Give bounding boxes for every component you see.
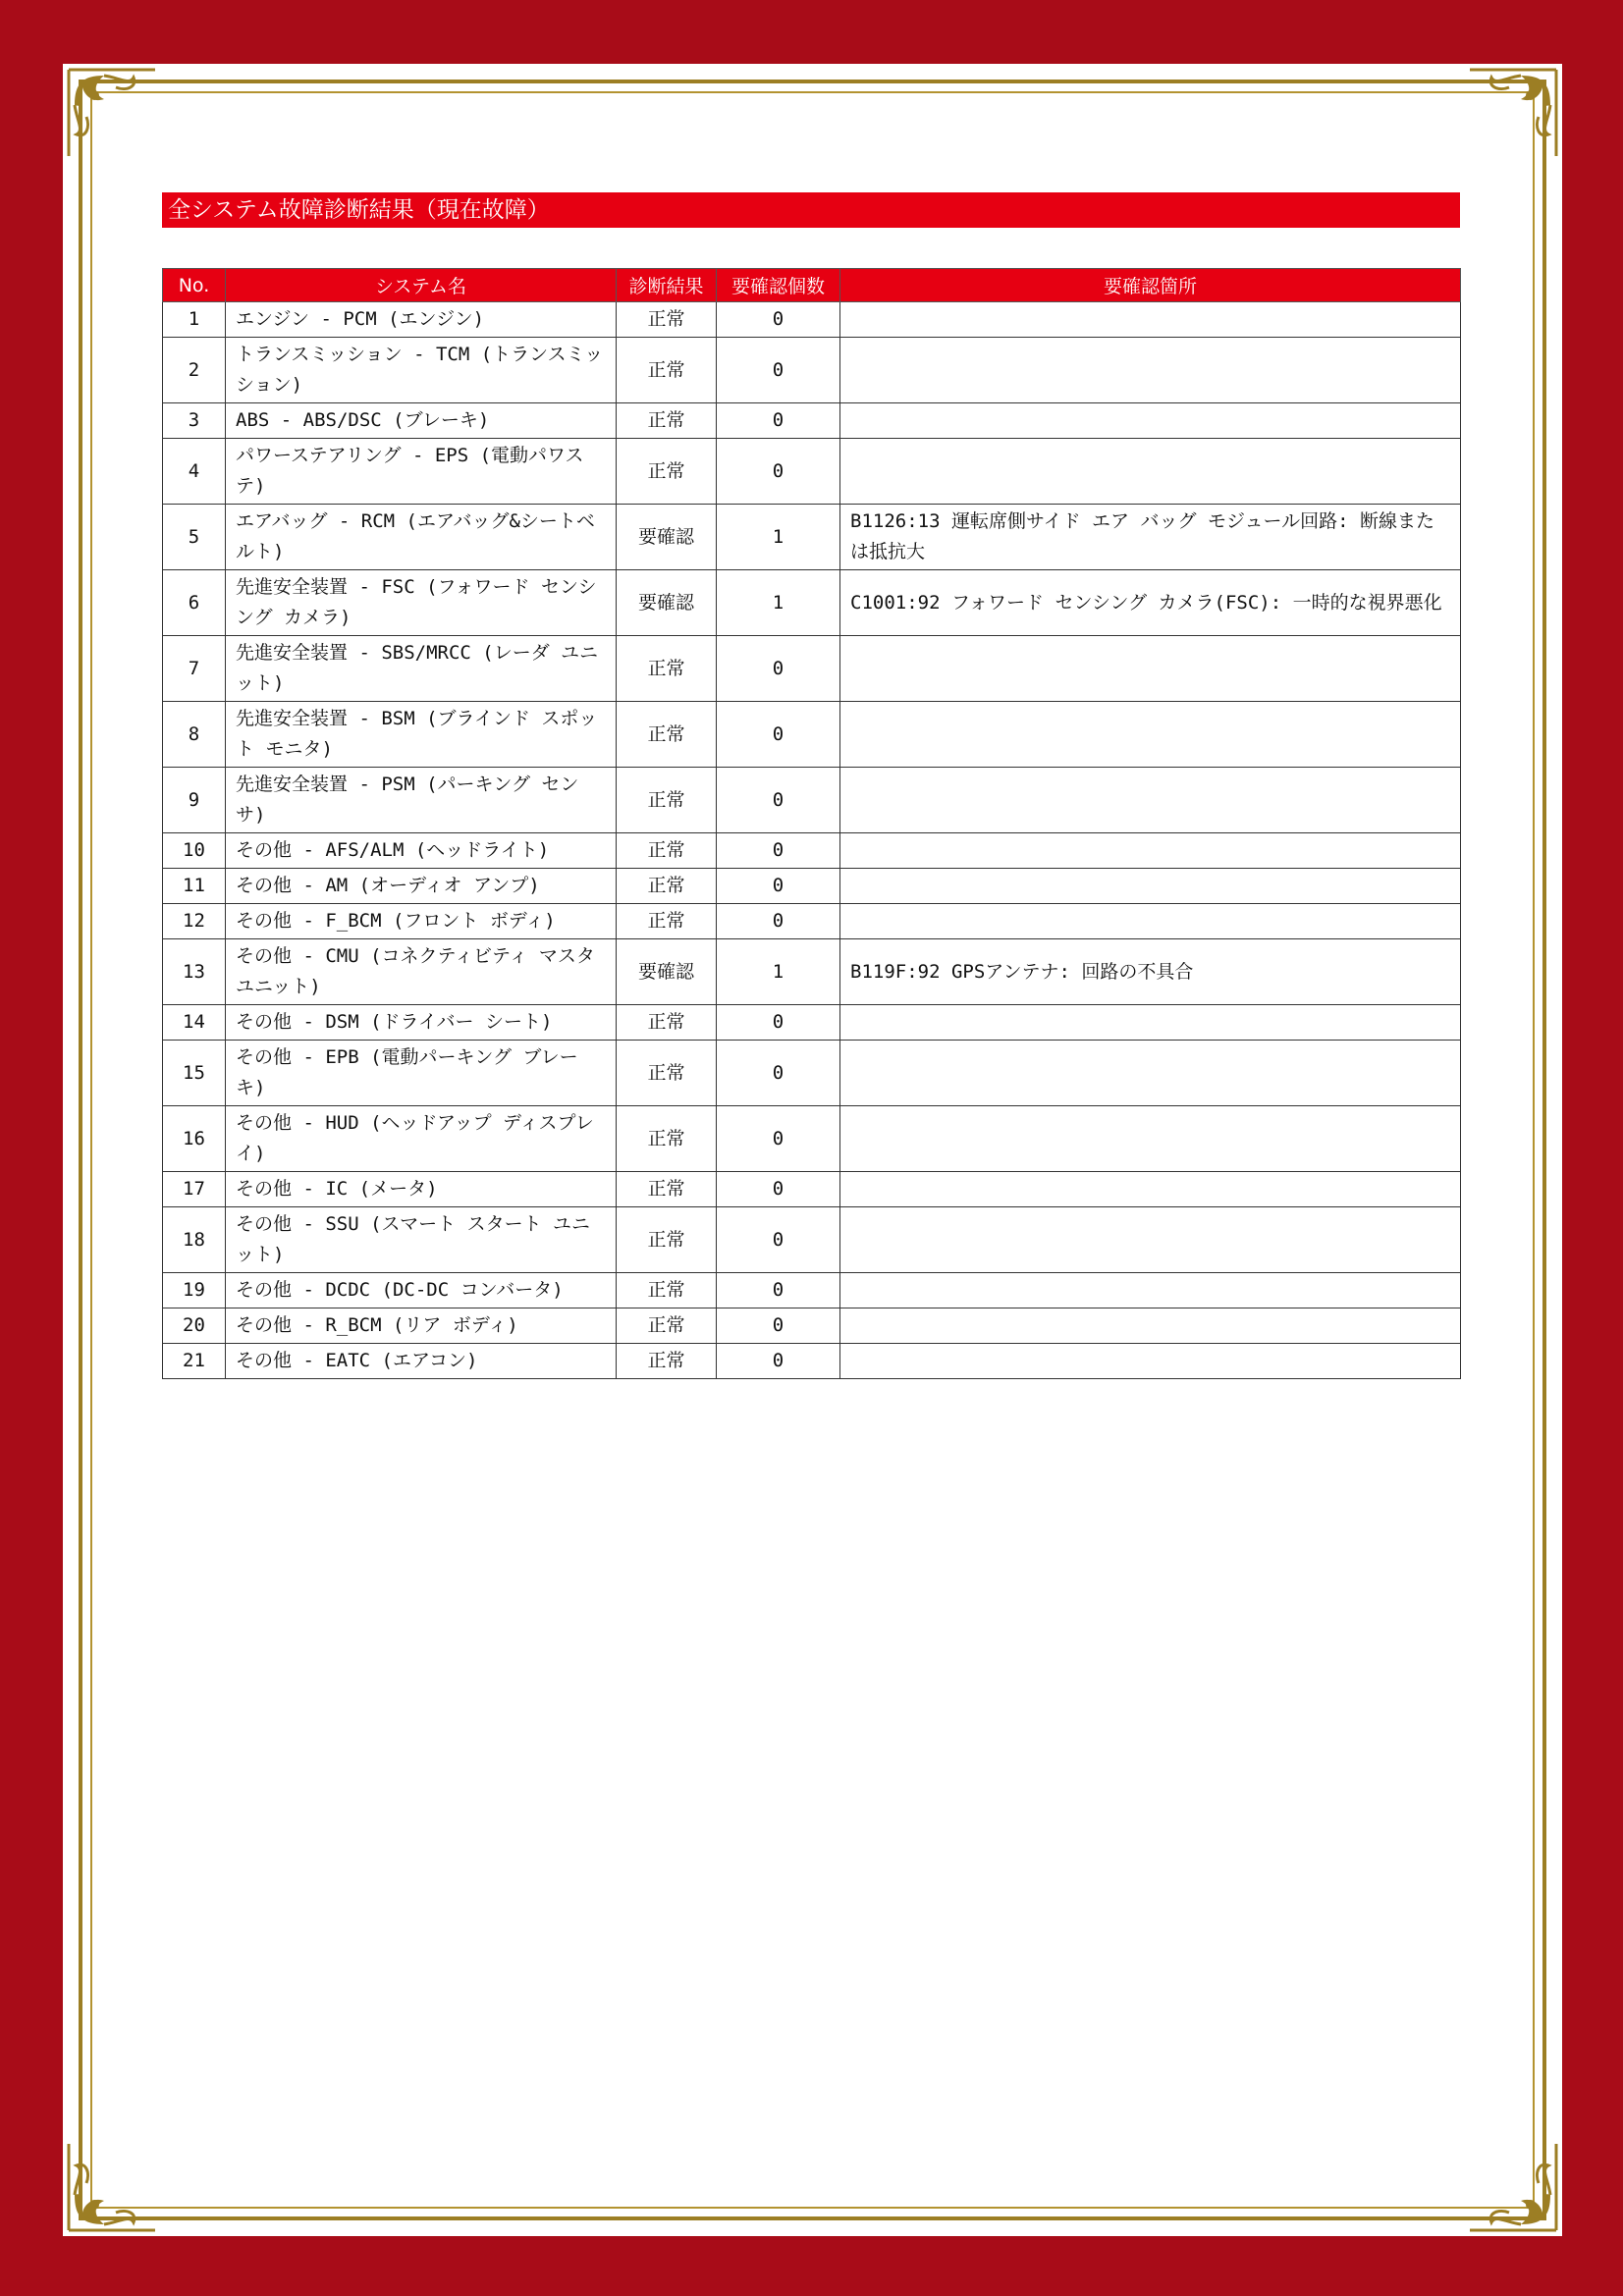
cell-no: 6 xyxy=(163,570,226,636)
cell-result: 正常 xyxy=(617,1005,717,1041)
table-row xyxy=(163,1172,1461,1207)
cell-no: 11 xyxy=(163,869,226,904)
cell-system: 先進安全装置 - SBS/MRCC (レーダ ユニット) xyxy=(226,636,617,702)
cell-result: 正常 xyxy=(617,702,717,768)
header-check-count: 要確認個数 xyxy=(717,269,840,302)
cell-result: 正常 xyxy=(617,1273,717,1308)
cell-detail: B119F:92 GPSアンテナ: 回路の不具合 xyxy=(840,939,1461,1005)
cell-result: 正常 xyxy=(617,904,717,939)
cell-system: その他 - EPB (電動パーキング ブレーキ) xyxy=(226,1041,617,1106)
table-row xyxy=(163,1041,1461,1106)
cell-no: 14 xyxy=(163,1005,226,1041)
ornament-corner-icon xyxy=(65,2140,159,2234)
cell-count: 0 xyxy=(717,1207,840,1273)
cell-detail xyxy=(840,1207,1461,1273)
cell-count: 0 xyxy=(717,1273,840,1308)
table-row xyxy=(163,403,1461,439)
header-check-location: 要確認箇所 xyxy=(840,269,1461,302)
table-row xyxy=(163,904,1461,939)
cell-result: 正常 xyxy=(617,1344,717,1379)
table-row xyxy=(163,1207,1461,1273)
cell-system: その他 - AFS/ALM (ヘッドライト) xyxy=(226,833,617,869)
cell-system: その他 - SSU (スマート スタート ユニット) xyxy=(226,1207,617,1273)
cell-system: 先進安全装置 - FSC (フォワード センシング カメラ) xyxy=(226,570,617,636)
cell-count: 0 xyxy=(717,1308,840,1344)
table-row xyxy=(163,702,1461,768)
cell-no: 20 xyxy=(163,1308,226,1344)
cell-system: その他 - HUD (ヘッドアップ ディスプレイ) xyxy=(226,1106,617,1172)
cell-no: 4 xyxy=(163,439,226,505)
cell-no: 17 xyxy=(163,1172,226,1207)
cell-no: 7 xyxy=(163,636,226,702)
cell-result: 正常 xyxy=(617,833,717,869)
cell-count: 0 xyxy=(717,833,840,869)
table-row xyxy=(163,939,1461,1005)
cell-count: 0 xyxy=(717,1005,840,1041)
header-no: No. xyxy=(163,269,226,302)
cell-system: その他 - AM (オーディオ アンプ) xyxy=(226,869,617,904)
cell-detail: C1001:92 フォワード センシング カメラ(FSC): 一時的な視界悪化 xyxy=(840,570,1461,636)
ornament-corner-icon xyxy=(65,66,159,160)
cell-system: トランスミッション - TCM (トランスミッション) xyxy=(226,338,617,403)
table-row xyxy=(163,570,1461,636)
cell-no: 3 xyxy=(163,403,226,439)
cell-count: 0 xyxy=(717,1344,840,1379)
table-row xyxy=(163,869,1461,904)
cell-count: 0 xyxy=(717,439,840,505)
cell-no: 5 xyxy=(163,505,226,570)
cell-detail xyxy=(840,636,1461,702)
cell-result: 正常 xyxy=(617,1106,717,1172)
header-system-name: システム名 xyxy=(226,269,617,302)
cell-detail xyxy=(840,1106,1461,1172)
cell-detail xyxy=(840,869,1461,904)
cell-count: 0 xyxy=(717,768,840,833)
cell-result: 要確認 xyxy=(617,505,717,570)
ornament-corner-icon xyxy=(1466,66,1560,160)
report-title: 全システム故障診断結果（現在故障） xyxy=(162,192,1460,228)
cell-detail: B1126:13 運転席側サイド エア バッグ モジュール回路: 断線または抵抗大 xyxy=(840,505,1461,570)
cell-detail xyxy=(840,338,1461,403)
table-header-row xyxy=(163,269,1461,302)
table-row xyxy=(163,439,1461,505)
cell-count: 1 xyxy=(717,505,840,570)
cell-count: 0 xyxy=(717,702,840,768)
cell-result: 正常 xyxy=(617,869,717,904)
cell-result: 正常 xyxy=(617,1308,717,1344)
table-row xyxy=(163,338,1461,403)
cell-result: 正常 xyxy=(617,302,717,338)
cell-system: エアバッグ - RCM (エアバッグ&シートベルト) xyxy=(226,505,617,570)
ornament-corner-icon xyxy=(1466,2140,1560,2234)
cell-no: 19 xyxy=(163,1273,226,1308)
cell-result: 正常 xyxy=(617,1172,717,1207)
cell-system: その他 - DCDC (DC-DC コンバータ) xyxy=(226,1273,617,1308)
table-row xyxy=(163,1344,1461,1379)
header-result: 診断結果 xyxy=(617,269,717,302)
cell-no: 2 xyxy=(163,338,226,403)
cell-count: 0 xyxy=(717,904,840,939)
cell-detail xyxy=(840,904,1461,939)
cell-detail xyxy=(840,403,1461,439)
cell-system: その他 - CMU (コネクティビティ マスタ ユニット) xyxy=(226,939,617,1005)
cell-result: 正常 xyxy=(617,403,717,439)
cell-no: 16 xyxy=(163,1106,226,1172)
table-row xyxy=(163,1308,1461,1344)
cell-detail xyxy=(840,1344,1461,1379)
cell-no: 13 xyxy=(163,939,226,1005)
cell-system: 先進安全装置 - PSM (パーキング センサ) xyxy=(226,768,617,833)
table-row xyxy=(163,1005,1461,1041)
cell-detail xyxy=(840,439,1461,505)
cell-no: 1 xyxy=(163,302,226,338)
cell-detail xyxy=(840,1172,1461,1207)
cell-result: 正常 xyxy=(617,1041,717,1106)
table-row xyxy=(163,1273,1461,1308)
cell-count: 0 xyxy=(717,869,840,904)
cell-detail xyxy=(840,1005,1461,1041)
cell-result: 正常 xyxy=(617,768,717,833)
cell-system: ABS - ABS/DSC (ブレーキ) xyxy=(226,403,617,439)
cell-result: 正常 xyxy=(617,338,717,403)
cell-no: 21 xyxy=(163,1344,226,1379)
cell-count: 0 xyxy=(717,403,840,439)
cell-detail xyxy=(840,833,1461,869)
cell-count: 0 xyxy=(717,1106,840,1172)
cell-result: 正常 xyxy=(617,636,717,702)
cell-result: 正常 xyxy=(617,439,717,505)
cell-system: エンジン - PCM (エンジン) xyxy=(226,302,617,338)
cell-result: 要確認 xyxy=(617,570,717,636)
cell-result: 要確認 xyxy=(617,939,717,1005)
cell-system: その他 - IC (メータ) xyxy=(226,1172,617,1207)
table-row xyxy=(163,1106,1461,1172)
cell-no: 10 xyxy=(163,833,226,869)
cell-detail xyxy=(840,702,1461,768)
cell-count: 0 xyxy=(717,338,840,403)
cell-system: パワーステアリング - EPS (電動パワステ) xyxy=(226,439,617,505)
table-row xyxy=(163,833,1461,869)
diagnosis-table xyxy=(162,268,1461,1379)
cell-count: 0 xyxy=(717,636,840,702)
cell-system: その他 - R_BCM (リア ボディ) xyxy=(226,1308,617,1344)
cell-count: 0 xyxy=(717,1172,840,1207)
cell-system: 先進安全装置 - BSM (ブラインド スポット モニタ) xyxy=(226,702,617,768)
table-row xyxy=(163,505,1461,570)
cell-result: 正常 xyxy=(617,1207,717,1273)
cell-detail xyxy=(840,1041,1461,1106)
table-row xyxy=(163,768,1461,833)
cell-count: 0 xyxy=(717,1041,840,1106)
cell-no: 9 xyxy=(163,768,226,833)
cell-no: 18 xyxy=(163,1207,226,1273)
cell-count: 0 xyxy=(717,302,840,338)
cell-detail xyxy=(840,1273,1461,1308)
cell-detail xyxy=(840,1308,1461,1344)
cell-system: その他 - DSM (ドライバー シート) xyxy=(226,1005,617,1041)
cell-detail xyxy=(840,768,1461,833)
cell-system: その他 - F_BCM (フロント ボディ) xyxy=(226,904,617,939)
cell-count: 1 xyxy=(717,570,840,636)
cell-no: 12 xyxy=(163,904,226,939)
cell-system: その他 - EATC (エアコン) xyxy=(226,1344,617,1379)
table-row xyxy=(163,636,1461,702)
cell-no: 15 xyxy=(163,1041,226,1106)
table-row xyxy=(163,302,1461,338)
cell-no: 8 xyxy=(163,702,226,768)
cell-count: 1 xyxy=(717,939,840,1005)
cell-detail xyxy=(840,302,1461,338)
